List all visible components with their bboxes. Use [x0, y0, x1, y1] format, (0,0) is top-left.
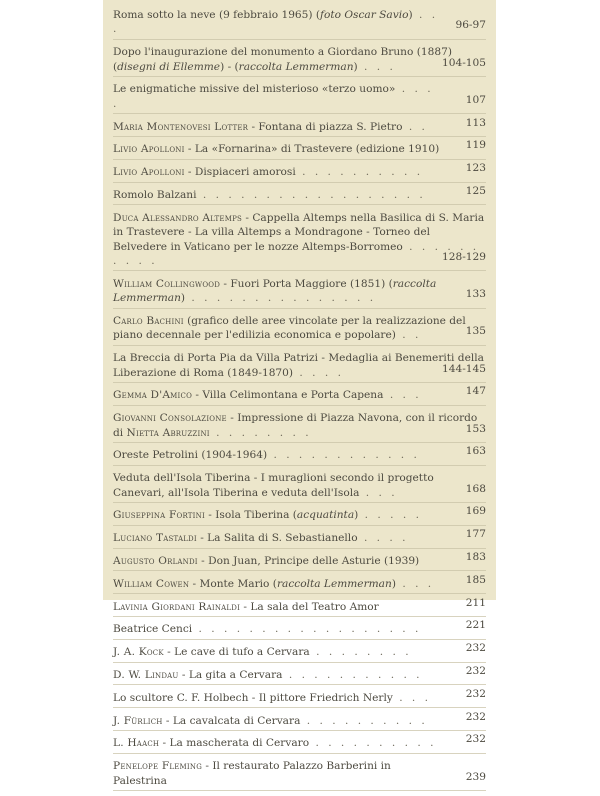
title-text: - Il restaurato Palazzo Barberini in Palestrina [113, 760, 391, 787]
page-number: 128-129 [441, 251, 486, 264]
italic-note: foto Oscar Savio [320, 9, 409, 21]
toc-entry [113, 687, 486, 708]
leader-dots: . . . . . . . . . . . . . . . . . . [192, 623, 422, 636]
author-name: Livio Apolloni [113, 166, 185, 179]
title-text: ) [353, 60, 358, 73]
page-number: 232 [465, 665, 486, 677]
leader-dots: . . . . . . . . . . . . . . . . . . [196, 189, 426, 201]
page-number: 123 [465, 162, 486, 175]
entry-text [113, 555, 461, 567]
author-name: Lavinia Giordani Rainaldi [113, 600, 241, 613]
leader-dots: . . . . . . . . . . . . [267, 449, 420, 462]
entry-text [113, 646, 454, 658]
entry-text [113, 623, 463, 635]
italic-note: raccolta Lemmerman [276, 577, 392, 590]
leader-dots: . . . [359, 486, 398, 499]
leader-dots: . . . [383, 389, 422, 402]
entry-text [113, 121, 470, 133]
toc-entry [113, 505, 486, 525]
toc-entry [113, 185, 486, 205]
italic-note: raccolta Lemmerman [113, 277, 437, 305]
entry-text [113, 669, 465, 681]
title-text: - La gita a Cervara [178, 669, 283, 681]
author-name: Maria Montenovesi Lotter [113, 120, 249, 133]
author-name: Giovanni Consolazione [113, 412, 227, 425]
page-number: 185 [465, 573, 486, 586]
leader-dots: . . . . . . . . . . [295, 166, 424, 179]
toc-entry [113, 733, 486, 753]
page-number: 232 [465, 710, 486, 723]
title-text: - La Salita di S. Sebastianello [196, 532, 358, 545]
title-text: - La mascherata di Cervaro [159, 737, 310, 750]
title-text: Veduta dell'Isola Tiberina - I muraglioni secondo il progetto Canevari, all'Isola Tiberina e veduta dell'Isola [113, 472, 434, 499]
toc-entry [113, 314, 486, 346]
page-number: 107 [465, 93, 486, 106]
author-name: Luciano Tastaldi [113, 532, 197, 545]
title-text: ) [354, 509, 359, 522]
italic-note: acquatinta [296, 509, 355, 522]
toc-entry [113, 385, 486, 405]
italic-note: disegni di Ellemme [117, 60, 221, 73]
entry-text [113, 601, 421, 613]
toc-entry [113, 139, 486, 159]
author-name: Penelope Fleming [113, 760, 203, 773]
entry-text [113, 166, 465, 178]
entry-text [113, 46, 452, 72]
entry-text [113, 472, 440, 498]
author-name: D. W. Lindau [113, 669, 179, 681]
toc-entry [113, 116, 486, 137]
leader-dots: . . [402, 120, 428, 133]
title-text: ) [180, 292, 186, 305]
toc-entry [113, 277, 486, 309]
entry-text [113, 532, 451, 544]
title-text: - La «Fornarina» di Trastevere (edizione 1910) [184, 143, 440, 156]
page-number: 135 [465, 325, 486, 338]
author-name: L. Haach [113, 737, 160, 750]
toc-entry [113, 710, 486, 731]
page-number: 232 [465, 642, 486, 655]
entry-text [113, 449, 462, 461]
toc-entry [113, 619, 486, 639]
title-text: - Cappella Altemps nella Basilica di S. Maria in Trastevere - La villa Altemps a Mondragone - Torneo del Belvedere in Vaticano per le nozze Altemps-Borromeo [113, 211, 485, 253]
page-number: 232 [465, 733, 486, 746]
title-text: ) [408, 9, 413, 21]
entry-text [113, 389, 464, 401]
toc-entry [113, 211, 486, 272]
toc-entry [113, 759, 486, 791]
toc-entry [113, 411, 486, 443]
page-number: 169 [465, 505, 486, 518]
leader-dots: . . . . . . . . . . . . . . . [185, 292, 377, 305]
leader-dots: . . . [392, 691, 432, 704]
leader-dots: . . [395, 329, 422, 342]
leader-dots: . . . . . . . . . . [300, 714, 428, 727]
toc-entry [113, 471, 486, 503]
title-text: Lo scultore C. F. Holbech - Il pittore Friedrich Nerly [113, 691, 393, 704]
toc-entry [113, 445, 486, 465]
leader-dots: . . . . . . . . [209, 426, 312, 439]
entry-text [113, 143, 481, 155]
page-number: 183 [465, 551, 486, 564]
toc-entry [113, 82, 486, 114]
title-text: Le enigmatiche missive del misterioso «terzo uomo» [113, 83, 396, 96]
page-number: 239 [465, 770, 486, 783]
author-name: Giuseppina Fortini [113, 509, 205, 522]
page-number: 177 [465, 528, 486, 541]
page-number: 211 [465, 596, 486, 609]
page-number: 125 [465, 185, 486, 197]
leader-dots: . . . . . . . . . . . [282, 669, 423, 681]
page-number: 133 [465, 288, 486, 301]
entry-text [113, 212, 484, 267]
title-text: ) [391, 577, 396, 590]
entry-text [113, 412, 477, 438]
title-text: Oreste Petrolini (1904-1964) [113, 449, 268, 462]
title-text: - Isola Tiberina ( [204, 509, 297, 522]
toc-entry [113, 665, 486, 685]
title-text: - Le cave di tufo a Cervara [163, 646, 310, 659]
author-name: William Cowen [113, 577, 190, 590]
toc-entry [113, 551, 486, 571]
entry-text [113, 278, 436, 304]
title-text: Romolo Balzani [113, 189, 197, 201]
author-name: William Collingwood [113, 277, 221, 290]
entry-text [113, 189, 468, 201]
page-number: 168 [465, 482, 486, 495]
page-number: 104-105 [441, 56, 486, 69]
author-name: Nietta Abruzzini [126, 426, 210, 439]
leader-dots: . . . . [293, 366, 345, 379]
italic-note: raccolta Lemmerman [238, 60, 354, 73]
leader-dots: . . . . . [358, 509, 422, 522]
leader-dots: . . . . . . . . . . [309, 737, 437, 750]
title-text: - Fuori Porta Maggiore (1851) ( [220, 277, 393, 290]
toc-entry [113, 596, 486, 617]
author-name: Augusto Orlandi [113, 555, 198, 568]
entry-text [113, 83, 434, 109]
title-text: Beatrice Cenci [113, 623, 193, 636]
toc-entry [113, 642, 486, 662]
title-text: Roma sotto la neve (9 febbraio 1965) ( [113, 9, 321, 21]
page-number: 144-145 [441, 362, 486, 375]
entry-text [113, 9, 438, 35]
author-name: Carlo Bachini [113, 315, 184, 328]
entry-text [113, 715, 470, 727]
title-text: (grafico delle aree vincolate per la realizzazione del piano decennale per l'edilizia economica e popolare) [113, 315, 466, 342]
page-number: 163 [465, 445, 486, 458]
leader-dots: . . . [395, 577, 435, 590]
title-text: - Villa Celimontana e Porta Capena [192, 389, 384, 402]
leader-dots: . . . . [113, 83, 434, 110]
entry-text [113, 578, 476, 590]
page-number: 147 [465, 385, 486, 398]
toc-entry [113, 8, 486, 40]
entry-text [113, 737, 478, 749]
leader-dots: . . . [113, 9, 439, 36]
toc-entry [113, 351, 486, 383]
toc-entry [113, 45, 486, 77]
entry-text [113, 315, 466, 341]
leader-dots: . . . [357, 60, 396, 73]
page-number: 221 [465, 619, 486, 632]
title-text: ) - ( [220, 60, 239, 73]
title-text: - Impressione di Piazza Navona, con il ricordo di [113, 412, 478, 439]
author-name: J. A. Kock [113, 646, 164, 659]
title-text: - Fontana di piazza S. Pietro [248, 120, 403, 133]
book-page [103, 0, 496, 787]
title-text: - La cavalcata di Cervara [162, 714, 301, 727]
entry-text [113, 692, 473, 704]
title-text: - Don Juan, Principe delle Asturie (1939) [197, 555, 420, 568]
title-text: - Dispiaceri amorosi [184, 166, 296, 179]
title-text: - Monte Mario ( [189, 577, 277, 590]
page-number: 113 [465, 116, 486, 129]
leader-dots: . . . . . . . . . . [113, 240, 480, 268]
page-number: 119 [465, 139, 486, 152]
title-text: Dopo l'inaugurazione del monumento a Giordano Bruno (1887) ( [113, 46, 452, 73]
page-number: 96-97 [455, 19, 486, 32]
entry-text [113, 352, 484, 378]
entry-text [113, 509, 464, 521]
author-name: J. Fürlich [113, 714, 163, 727]
title-text: La Breccia di Porta Pia da Villa Patrizi - Medaglia ai Benemeriti della Liberazione di Roma (1849-1870) [113, 352, 484, 379]
author-name: Livio Apolloni [113, 143, 185, 156]
title-text: - La sala del Teatro Amor [240, 600, 379, 613]
toc-entry [113, 528, 486, 548]
author-name: Gemma D'Amico [113, 389, 193, 402]
table-of-contents [113, 8, 486, 796]
page-number: 153 [465, 422, 486, 435]
leader-dots: . . . . [357, 532, 409, 545]
leader-dots: . . . . . . . . [309, 646, 412, 659]
page-number: 232 [465, 687, 486, 700]
toc-entry [113, 573, 486, 594]
entry-text [113, 760, 391, 786]
author-name: Duca Alessandro Altemps [113, 211, 242, 224]
toc-entry [113, 162, 486, 182]
